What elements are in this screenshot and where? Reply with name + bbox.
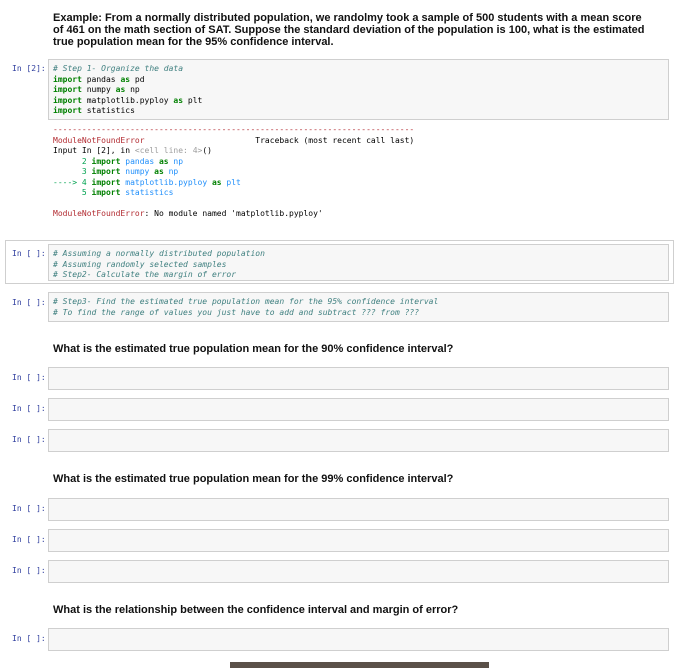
empty-code-cell[interactable] (48, 560, 669, 583)
cell-1-code: # Step 1- Organize the data import pandas as pd import numpy as np import matplotlib.pyploy as plt import statistics (53, 64, 203, 116)
empty-cell-prompt: In [ ]: (12, 504, 46, 513)
empty-cell-prompt: In [ ]: (12, 404, 46, 413)
cell-3-prompt: In [ ]: (12, 298, 46, 307)
empty-cell-prompt: In [ ]: (12, 566, 46, 575)
question-90-heading: What is the estimated true population mean for the 90% confidence interval? (53, 343, 454, 355)
cell-3-editor[interactable] (48, 292, 669, 322)
cell-3-code: # Step3- Find the estimated true population mean for the 95% confidence interval # To find the range of values you just have to add and subtract ??? from ??? (53, 297, 439, 317)
empty-code-cell[interactable] (48, 628, 669, 651)
empty-code-cell[interactable] (48, 429, 669, 452)
question-relationship-heading: What is the relationship between the confidence interval and margin of error? (53, 604, 459, 616)
cell-2-prompt: In [ ]: (12, 249, 46, 258)
empty-code-cell[interactable] (48, 498, 669, 521)
cell-1-prompt: In [2]: (12, 64, 46, 73)
empty-code-cell[interactable] (48, 398, 669, 421)
empty-cell-prompt: In [ ]: (12, 373, 46, 382)
code-comment: # Step 1- Organize the data (53, 64, 184, 73)
empty-cell-prompt: In [ ]: (12, 535, 46, 544)
empty-cell-prompt: In [ ]: (12, 435, 46, 444)
cell-1-output-traceback: --------------------------------------------------------------------------- ModuleNotFoundError Traceback (most recent call last) Input In [2], in <cell line: 4>() 2 import pandas as np 3 import numpy as np ----> 4 import matplotlib.pyploy as plt 5 import statistics ModuleNotFoundError: No module named 'matplotlib.pyploy' (53, 125, 415, 218)
error-name: ModuleNotFoundError (53, 135, 145, 145)
intro-line-2: of 461 on the math section of SAT. Suppose the standard deviation of the population is 100, what is the estimated (53, 24, 645, 36)
intro-text (53, 12, 644, 48)
embedded-image-partial (230, 662, 489, 668)
empty-cell-prompt: In [ ]: (12, 634, 46, 643)
cell-1-editor[interactable] (48, 59, 669, 120)
intro-line-1: Example: From a normally distributed population, we randolmy took a sample of 500 students with a mean score (53, 12, 642, 24)
cell-2-editor[interactable] (48, 244, 669, 281)
question-99-heading: What is the estimated true population mean for the 99% confidence interval? (53, 473, 454, 485)
intro-line-3: true population mean for the 95% confidence interval. (53, 36, 334, 48)
empty-code-cell[interactable] (48, 367, 669, 390)
empty-code-cell[interactable] (48, 529, 669, 552)
cell-2-code: # Assuming a normally distributed population # Assuming randomly selected samples # Step2- Calculate the margin of error (53, 249, 265, 280)
